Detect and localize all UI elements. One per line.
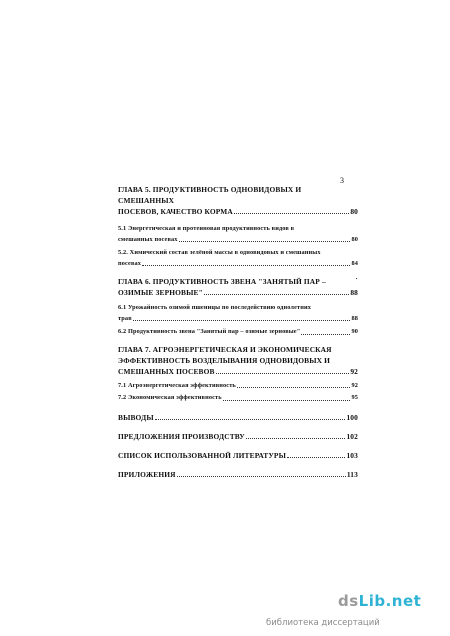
toc-page-number: 102: [346, 431, 358, 441]
toc-page-number: 95: [351, 394, 358, 401]
toc-entry-title: посевах: [118, 259, 142, 267]
dot-leader: [155, 418, 346, 420]
toc-entry-title: 6.2 Продуктивность звена "Занятый пар – озимые зерновые": [118, 328, 301, 335]
logo-suffix: Lib.net: [358, 592, 422, 610]
toc-page-number: 88: [350, 288, 358, 297]
toc-entry[interactable]: [118, 248, 358, 269]
toc-entry[interactable]: [118, 224, 358, 245]
toc-entry-line: 6.1 Урожайность озимой пшеницы по последействию однолетних: [118, 304, 311, 311]
toc-entry-title: 7.1 Агроэнергетическая эффективность: [118, 381, 236, 389]
toc-entry-title: ОЗИМЫЕ ЗЕРНОВЫЕ": [118, 288, 203, 297]
dot-leader: [237, 386, 351, 388]
toc-entry-title: ПОСЕВОВ, КАЧЕСТВО КОРМА: [118, 207, 233, 216]
toc-page-number: 84: [351, 259, 358, 267]
watermark-tagline: библиотека диссертаций: [266, 618, 380, 628]
toc-entry[interactable]: [118, 469, 358, 480]
dot-leader: [179, 240, 351, 242]
table-of-contents: [118, 184, 358, 480]
toc-page-number: 113: [346, 469, 358, 479]
dot-leader: [216, 372, 350, 374]
toc-entry[interactable]: [118, 412, 358, 423]
toc-page-number: 92: [350, 366, 358, 376]
toc-entry-title: ПРИЛОЖЕНИЯ: [118, 469, 176, 479]
toc-entry-title: трав: [118, 314, 132, 322]
toc-entry[interactable]: [118, 327, 358, 338]
toc-entry-line: 5.1 Энергетическая и протеиновая продуктивность видов в: [118, 225, 295, 232]
scan-speck: [356, 278, 357, 279]
toc-page-number: 80: [350, 207, 358, 216]
toc-entry[interactable]: [118, 381, 358, 392]
toc-page-number: 80: [351, 235, 358, 243]
toc-entry-title: 7.2 Экономическая эффективность: [118, 394, 222, 401]
toc-entry[interactable]: [118, 393, 358, 404]
toc-entry-title: ВЫВОДЫ: [118, 412, 154, 422]
toc-entry-line: ГЛАВА 6. ПРОДУКТИВНОСТЬ ЗВЕНА "ЗАНЯТЫЙ ПАР –: [118, 277, 326, 286]
toc-entry-line: ГЛАВА 7. АГРОЭНЕРГЕТИЧЕСКАЯ И ЭКОНОМИЧЕСКАЯ: [118, 344, 332, 354]
toc-page-number: 88: [351, 314, 358, 322]
logo-prefix: ds: [338, 592, 359, 610]
dot-leader: [287, 456, 345, 458]
dot-leader: [142, 264, 350, 266]
toc-entry[interactable]: [118, 450, 358, 461]
toc-page-number: 92: [351, 381, 358, 389]
toc-entry-line: ГЛАВА 5. ПРОДУКТИВНОСТЬ ОДНОВИДОВЫХ И СМЕШАННЫХ: [118, 185, 302, 205]
toc-entry[interactable]: [118, 276, 358, 298]
toc-entry-title: смешанных посевах: [118, 235, 178, 243]
dot-leader: [301, 333, 350, 335]
toc-entry-line: 5.2. Химический состав зелёной массы в одновидовых и смешанных: [118, 249, 321, 256]
dot-leader: [177, 475, 346, 477]
dot-leader: [223, 399, 351, 401]
page-number: 3: [340, 176, 344, 185]
toc-entry[interactable]: [118, 303, 358, 324]
dot-leader: [133, 319, 351, 321]
toc-entry[interactable]: [118, 344, 358, 377]
dot-leader: [234, 212, 349, 214]
toc-entry-title: ПРЕДЛОЖЕНИЯ ПРОИЗВОДСТВУ: [118, 431, 245, 441]
dot-leader: [204, 293, 349, 295]
toc-page-number: 100: [346, 412, 358, 422]
toc-entry[interactable]: [118, 184, 358, 217]
toc-page-number: 90: [351, 328, 358, 335]
toc-entry-title: СПИСОК ИСПОЛЬЗОВАННОЙ ЛИТЕРАТУРЫ: [118, 450, 286, 460]
watermark-logo[interactable]: [338, 591, 421, 610]
toc-page-number: 103: [346, 450, 358, 460]
toc-entry-line: ЭФФЕКТИВНОСТЬ ВОЗДЕЛЫВАНИЯ ОДНОВИДОВЫХ И: [118, 355, 331, 365]
toc-entry[interactable]: [118, 431, 358, 442]
dot-leader: [246, 437, 346, 439]
toc-entry-title: СМЕШАННЫХ ПОСЕВОВ: [118, 366, 215, 376]
